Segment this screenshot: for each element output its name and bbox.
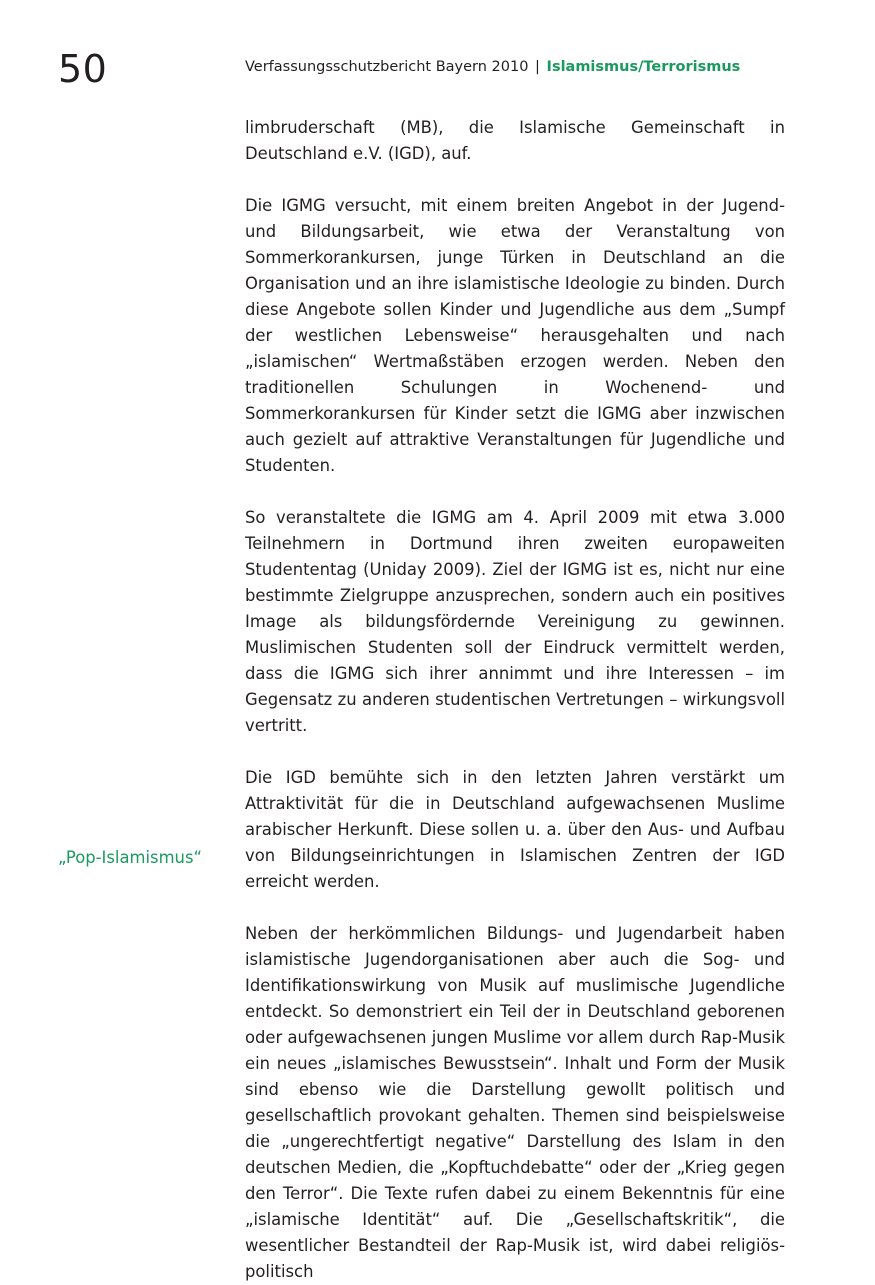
margin-note-pop-islamismus: „Pop-Islamismus“ <box>58 848 202 867</box>
page-number: 50 <box>58 47 108 91</box>
paragraph: So veranstaltete die IGMG am 4. April 2009 mit etwa 3.000 Teilnehmern in Dortmund ihren zweiten europaweiten Studententag (Uniday 2009). Ziel der IGMG ist es, nicht nur eine bestimmte Zielgruppe anzusprechen, sondern auch ein positives Image als bildungsfördernde Vereinigung zu gewinnen. Muslimischen Studenten soll der Eindruck vermittelt werden, dass die IGMG sich ihrer annimmt und ihre Interessen – im Gegensatz zu anderen studentischen Vertretungen – wirkungsvoll vertritt. <box>245 508 785 735</box>
paragraph: Die IGD bemühte sich in den letzten Jahren verstärkt um Attraktivität für die in Deutschland aufgewachsenen Muslime arabischer Herkunft. Diese sollen u. a. über den Aus- und Aufbau von Bildungseinrichtungen in Islamischen Zentren der IGD erreicht werden. <box>245 768 785 891</box>
paragraph-pop-islamismus: Neben der herkömmlichen Bildungs- und Jugendarbeit haben islamistische Jugendorganisationen aber auch die Sog- und Identifikationswirkung von Musik auf muslimische Jugendliche entdeckt. So demonstriert ein Teil der in Deutschland geborenen oder aufgewachsenen jungen Muslime vor allem durch Rap-Musik ein neues „islamisches Bewusstsein“. Inhalt und Form der Musik sind ebenso wie die Darstellung gewollt politisch und gesellschaftlich provokant gehalten. Themen sind beispielsweise die „ungerechtfertigt negative“ Darstellung des Islam in den deutschen Medien, die „Kopftuchdebatte“ oder der „Krieg gegen den Terror“. Die Texte rufen dabei zu einem Bekenntnis für eine „islamische Identität“ auf. Die „Gesellschaftskritik“, die wesentlicher Bestandteil der Rap-Musik ist, wird dabei religiös-politisch <box>245 924 785 1281</box>
paragraph: Die IGMG versucht, mit einem breiten Angebot in der Jugend- und Bildungsarbeit, wie etwa der Veranstaltung von Sommerkorankursen, junge Türken in Deutschland an die Organisation und an ihre islamistische Ideologie zu binden. Durch diese Angebote sollen Kinder und Jugendliche aus dem „Sumpf der westlichen Lebensweise“ herausgehalten und nach „islamischen“ Wertmaßstäben erzogen werden. Neben den traditionellen Schulungen in Wochenend- und Sommerkorankursen für Kinder setzt die IGMG aber inzwischen auch gezielt auf attraktive Veranstaltungen für Jugendliche und Studenten. <box>245 196 785 475</box>
running-header <box>245 58 740 76</box>
body-text <box>245 115 785 1285</box>
section-title: Islamismus/Terrorismus <box>546 59 741 75</box>
publication-title: Verfassungsschutzbericht Bayern 2010 <box>245 59 529 75</box>
paragraph: limbruderschaft (MB), die Islamische Gemeinschaft in Deutschland e.V. (IGD), auf. <box>245 118 785 163</box>
header-separator: | <box>535 59 540 75</box>
